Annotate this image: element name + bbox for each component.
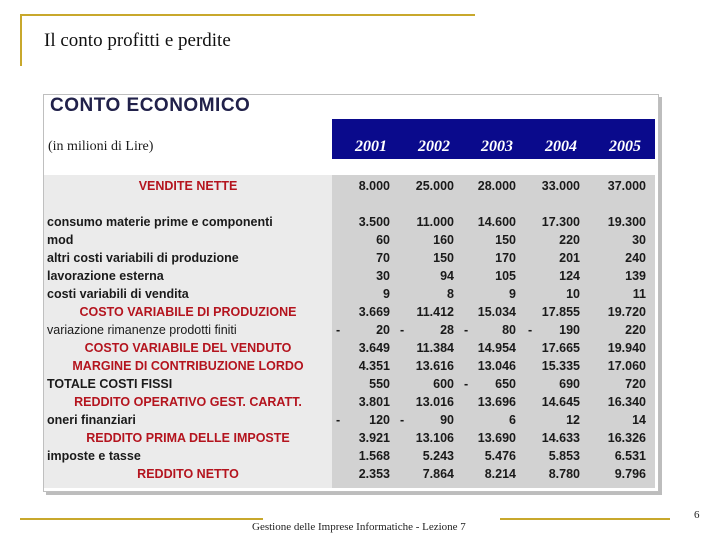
value-cell: 2.353 — [358, 467, 390, 481]
year-header: 2001 — [355, 138, 387, 155]
value-cell: 201 — [559, 251, 580, 265]
year-header: 2004 — [545, 138, 577, 155]
table-row — [44, 322, 656, 340]
value-cell: 13.616 — [415, 359, 454, 373]
value-cell: 220 — [559, 233, 580, 247]
negative-sign: - — [464, 377, 469, 391]
value-cell: 5.243 — [422, 449, 454, 463]
table-row — [44, 430, 656, 448]
value-cell: 650 — [495, 377, 516, 391]
value-cell: 12 — [566, 413, 580, 427]
value-cell: 19.940 — [607, 341, 646, 355]
row-label: variazione rimanenze prodotti finiti — [47, 323, 237, 337]
value-cell: 124 — [559, 269, 580, 283]
value-cell: 37.000 — [607, 179, 646, 193]
row-label: VENDITE NETTE — [138, 179, 238, 193]
table-row — [44, 358, 656, 376]
value-cell: 6 — [509, 413, 516, 427]
value-cell: 13.690 — [477, 431, 516, 445]
value-cell: 30 — [632, 233, 646, 247]
value-cell: 5.476 — [484, 449, 516, 463]
value-cell: 3.649 — [358, 341, 390, 355]
negative-sign: - — [336, 413, 341, 427]
value-cell: 6.531 — [614, 449, 646, 463]
table-row — [44, 232, 656, 250]
value-cell: 600 — [433, 377, 454, 391]
value-cell: 14.600 — [477, 215, 516, 229]
value-cell: 1.568 — [358, 449, 390, 463]
row-label: REDDITO NETTO — [137, 467, 239, 481]
table-row — [44, 412, 656, 430]
value-cell: 5.853 — [548, 449, 580, 463]
value-cell: 94 — [440, 269, 454, 283]
value-cell: 190 — [559, 323, 580, 337]
table-row — [44, 214, 656, 232]
table-title: CONTO ECONOMICO — [50, 95, 251, 116]
year-header: 2002 — [418, 138, 450, 155]
value-cell: 8.214 — [484, 467, 516, 481]
value-cell: 15.335 — [541, 359, 580, 373]
table-row — [44, 466, 656, 484]
value-cell: 28.000 — [477, 179, 516, 193]
value-cell: 80 — [502, 323, 516, 337]
value-cell: 16.326 — [607, 431, 646, 445]
value-cell: 14 — [632, 413, 646, 427]
row-label: TOTALE COSTI FISSI — [47, 377, 173, 391]
row-label: lavorazione esterna — [47, 269, 164, 283]
table-row — [44, 268, 656, 286]
value-cell: 25.000 — [415, 179, 454, 193]
page-number: 6 — [694, 509, 700, 521]
row-label: MARGINE DI CONTRIBUZIONE LORDO — [72, 359, 304, 373]
value-cell: 11.412 — [416, 305, 454, 319]
table-row — [44, 286, 656, 304]
row-label: consumo materie prime e componenti — [47, 215, 273, 229]
income-statement-table — [43, 94, 659, 492]
value-cell: 690 — [559, 377, 580, 391]
negative-sign: - — [464, 323, 469, 337]
year-header: 2003 — [481, 138, 513, 155]
value-cell: 17.665 — [541, 341, 580, 355]
value-cell: 220 — [625, 323, 646, 337]
value-cell: 9 — [383, 287, 390, 301]
value-cell: 70 — [376, 251, 390, 265]
value-cell: 30 — [376, 269, 390, 283]
value-cell: 33.000 — [541, 179, 580, 193]
value-cell: 7.864 — [422, 467, 454, 481]
table-row — [44, 250, 656, 268]
value-cell: 20 — [376, 323, 390, 337]
row-label: costi variabili di vendita — [47, 287, 189, 301]
row-label: altri costi variabili di produzione — [47, 251, 239, 265]
value-cell: 11.000 — [416, 215, 454, 229]
value-cell: 17.855 — [541, 305, 580, 319]
value-cell: 550 — [369, 377, 390, 391]
value-cell: 9.796 — [614, 467, 646, 481]
value-cell: 13.016 — [415, 395, 454, 409]
value-cell: 14.954 — [477, 341, 516, 355]
table-row — [44, 304, 656, 322]
table-row — [44, 376, 656, 394]
value-cell: 170 — [495, 251, 516, 265]
value-cell: 9 — [509, 287, 516, 301]
value-cell: 11 — [632, 287, 646, 301]
value-cell: 240 — [625, 251, 646, 265]
top-divider-line — [20, 14, 475, 16]
value-cell: 105 — [495, 269, 516, 283]
value-cell: 3.801 — [358, 395, 390, 409]
value-cell: 19.720 — [607, 305, 646, 319]
row-label: mod — [47, 233, 74, 247]
value-cell: 8 — [447, 287, 454, 301]
value-cell: 8.780 — [548, 467, 580, 481]
negative-sign: - — [528, 323, 533, 337]
negative-sign: - — [336, 323, 341, 337]
value-cell: 720 — [625, 377, 646, 391]
value-cell: 14.633 — [541, 431, 580, 445]
value-cell: 90 — [440, 413, 454, 427]
slide-title: Il conto profitti e perdite — [44, 30, 231, 51]
table-row — [44, 178, 656, 196]
row-label: oneri finanziari — [47, 413, 136, 427]
value-cell: 15.034 — [477, 305, 516, 319]
value-cell: 13.106 — [415, 431, 454, 445]
value-cell: 60 — [376, 233, 390, 247]
value-cell: 160 — [433, 233, 454, 247]
value-cell: 13.046 — [477, 359, 516, 373]
footer-divider-right — [500, 518, 670, 520]
footer-divider-left — [20, 518, 263, 520]
table-subtitle: (in milioni di Lire) — [48, 139, 154, 154]
left-accent-line — [20, 14, 22, 66]
negative-sign: - — [400, 323, 405, 337]
footer-text: Gestione delle Imprese Informatiche - Lezione 7 — [252, 521, 466, 533]
table-row — [44, 394, 656, 412]
value-cell: 11.384 — [416, 341, 454, 355]
row-label: imposte e tasse — [47, 449, 141, 463]
value-cell: 17.300 — [541, 215, 580, 229]
value-cell: 4.351 — [358, 359, 390, 373]
value-cell: 3.921 — [358, 431, 390, 445]
value-cell: 3.500 — [358, 215, 390, 229]
value-cell: 120 — [369, 413, 390, 427]
value-cell: 139 — [625, 269, 646, 283]
value-cell: 150 — [433, 251, 454, 265]
table-row — [44, 448, 656, 466]
negative-sign: - — [400, 413, 405, 427]
row-label: REDDITO OPERATIVO GEST. CARATT. — [74, 395, 302, 409]
value-cell: 10 — [566, 287, 580, 301]
row-label: REDDITO PRIMA DELLE IMPOSTE — [86, 431, 290, 445]
row-label: COSTO VARIABILE DI PRODUZIONE — [79, 305, 297, 319]
value-cell: 13.696 — [477, 395, 516, 409]
value-cell: 150 — [495, 233, 516, 247]
value-cell: 28 — [440, 323, 454, 337]
value-cell: 3.669 — [358, 305, 390, 319]
row-label: COSTO VARIABILE DEL VENDUTO — [84, 341, 292, 355]
value-cell: 14.645 — [541, 395, 580, 409]
year-header: 2005 — [609, 138, 641, 155]
value-cell: 17.060 — [607, 359, 646, 373]
value-cell: 16.340 — [607, 395, 646, 409]
table-row — [44, 340, 656, 358]
value-cell: 8.000 — [358, 179, 390, 193]
value-cell: 19.300 — [607, 215, 646, 229]
